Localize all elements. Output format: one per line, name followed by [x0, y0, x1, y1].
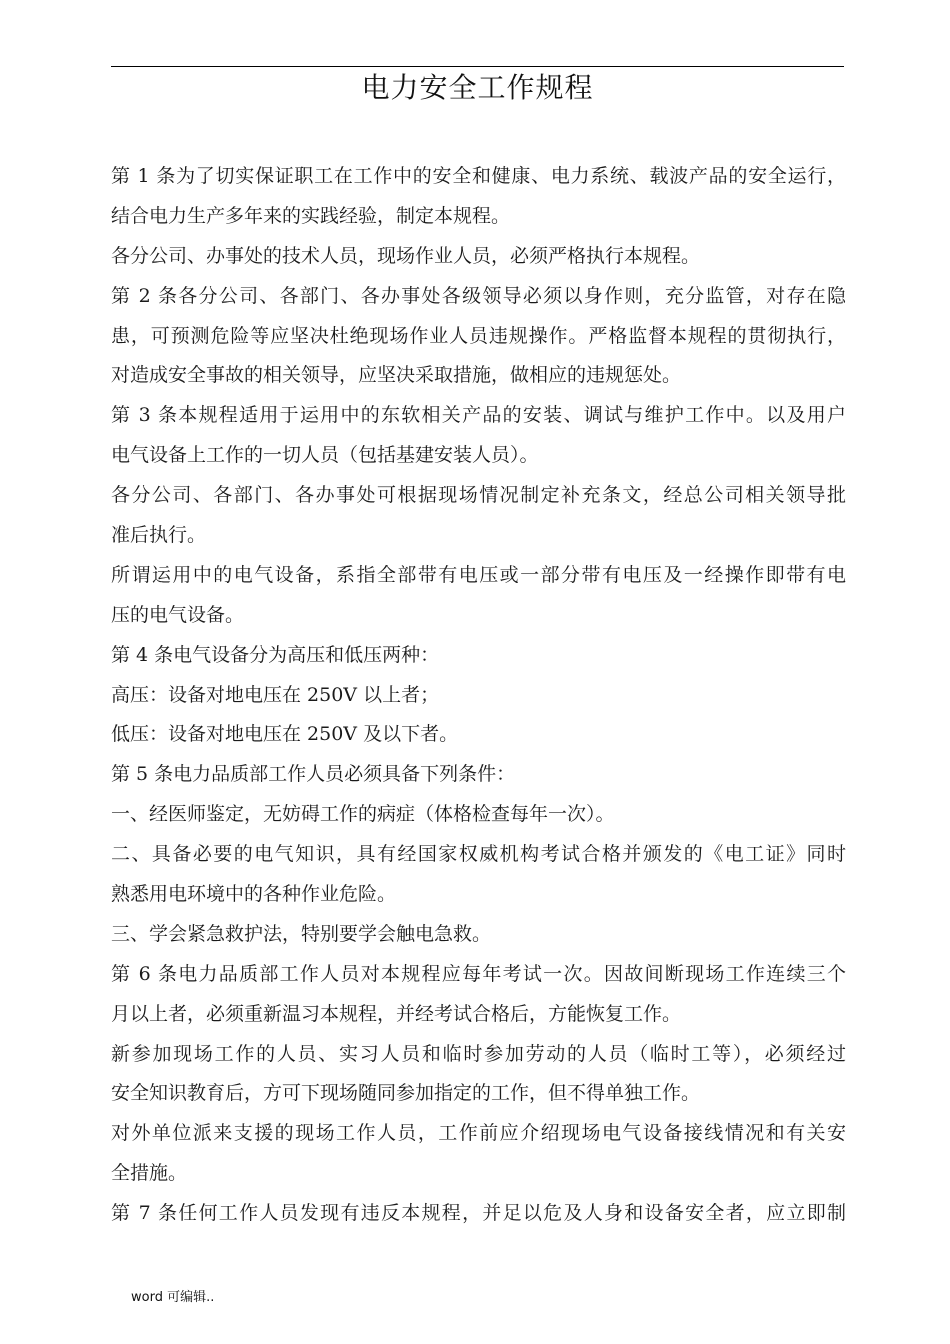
body-line: 三、学会紧急救护法，特别要学会触电急救。	[111, 922, 492, 945]
header-rule	[111, 66, 844, 67]
body-line: 安全知识教育后，方可下现场随同参加指定的工作，但不得单独工作。	[111, 1082, 701, 1105]
body-line: 对造成安全事故的相关领导，应坚决采取措施，做相应的违规惩处。	[111, 364, 682, 387]
body-line: 电气设备上工作的一切人员（包括基建安装人员）。	[111, 444, 539, 467]
body-line: 高压：设备对地电压在 250V 以上者；	[111, 683, 440, 706]
body-line: 压的电气设备。	[111, 603, 245, 626]
body-line: 全措施。	[111, 1162, 188, 1185]
body-line: 一、经医师鉴定，无妨碍工作的病症（体格检查每年一次）。	[111, 803, 615, 826]
body-line: 第 6 条电力品质部工作人员对本规程应每年考试一次。因故间断现场工作连续三个	[111, 962, 846, 985]
body-line: 新参加现场工作的人员、实习人员和临时参加劳动的人员（临时工等），必须经过	[111, 1042, 846, 1065]
body-line: 所谓运用中的电气设备，系指全部带有电压或一部分带有电压及一经操作即带有电	[111, 563, 846, 586]
body-line: 第 1 条为了切实保证职工在工作中的安全和健康、电力系统、载波产品的安全运行，	[111, 165, 846, 187]
body-line: 低压：设备对地电压在 250V 及以下者。	[111, 723, 459, 746]
body-line: 第 5 条电力品质部工作人员必须具备下列条件：	[111, 763, 516, 786]
body-line: 对外单位派来支援的现场工作人员，工作前应介绍现场电气设备接线情况和有关安	[111, 1122, 846, 1145]
document-body	[111, 156, 846, 1233]
body-line: 各分公司、各部门、各办事处可根据现场情况制定补充条文，经总公司相关领导批	[111, 484, 846, 507]
document-title: 电力安全工作规程	[361, 71, 594, 104]
body-line: 二、具备必要的电气知识，具有经国家权威机构考试合格并颁发的《电工证》同时	[111, 843, 846, 866]
body-line: 第 7 条任何工作人员发现有违反本规程，并足以危及人身和设备安全者，应立即制	[111, 1202, 846, 1225]
body-line: 第 4 条电气设备分为高压和低压两种：	[111, 643, 440, 666]
body-line: 第 2 条各分公司、各部门、各办事处各级领导必须以身作则，充分监管，对存在隐	[111, 284, 846, 307]
body-line: 准后执行。	[111, 524, 207, 547]
body-line: 第 3 条本规程适用于运用中的东软相关产品的安装、调试与维护工作中。以及用户	[111, 404, 846, 427]
body-line: 月以上者，必须重新温习本规程，并经考试合格后，方能恢复工作。	[111, 1002, 682, 1025]
body-line: 患，可预测危险等应坚决杜绝现场作业人员违规操作。严格监督本规程的贯彻执行，	[111, 324, 846, 347]
body-line: 熟悉用电环境中的各种作业危险。	[111, 883, 397, 906]
body-line: 结合电力生产多年来的实践经验，制定本规程。	[111, 204, 511, 227]
body-line: 各分公司、办事处的技术人员，现场作业人员，必须严格执行本规程。	[111, 244, 701, 267]
page-footer: word 可编辑..	[131, 1290, 215, 1305]
